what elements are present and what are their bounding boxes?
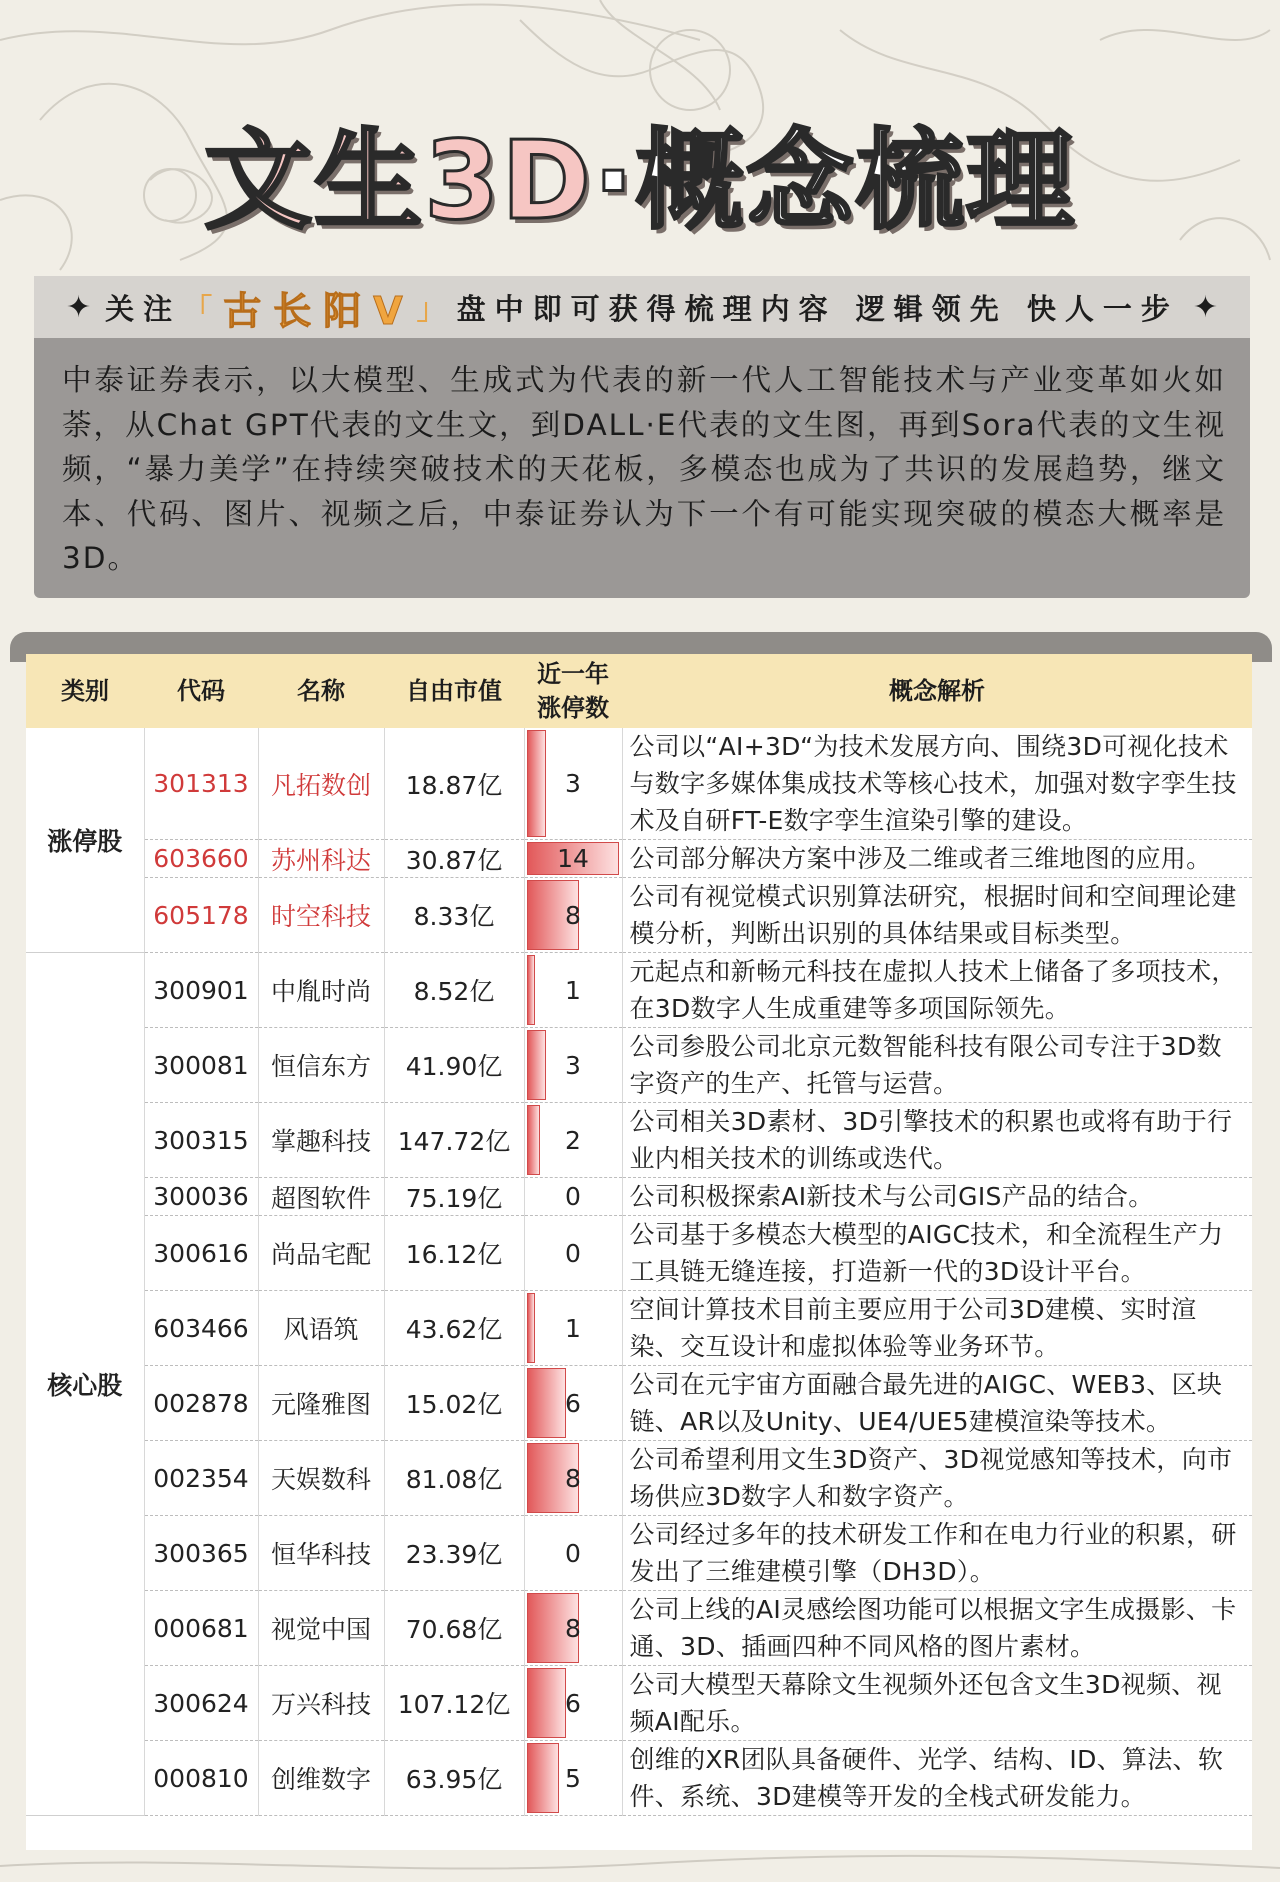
stock-code-cell: 300901: [144, 953, 258, 1028]
limit-up-count: 14: [557, 844, 589, 873]
limit-up-count: 2: [565, 1125, 581, 1155]
stock-code-cell: 301313: [144, 728, 258, 840]
concept-cell: 公司大模型天幕除文生视频外还包含文生3D视频、视频AI配乐。: [622, 1666, 1252, 1741]
limit-up-bar: [527, 730, 547, 837]
table-row: [26, 878, 1252, 953]
table-row: [26, 1666, 1252, 1741]
concept-cell: 公司上线的AI灵感绘图功能可以根据文字生成摄影、卡通、3D、插画四种不同风格的图片素材。: [622, 1591, 1252, 1666]
page-title: [0, 119, 1280, 244]
float-cap-cell: 18.87亿: [384, 728, 524, 840]
limit-up-cell: [524, 840, 622, 878]
stock-name-cell: 超图软件: [258, 1178, 384, 1216]
banner-suffix: 盘中即可获得梳理内容 逻辑领先 快人一步: [456, 291, 1179, 326]
title-main: ·概念梳理: [592, 119, 1076, 244]
stock-name-cell: 掌趣科技: [258, 1103, 384, 1178]
limit-up-bar: [527, 1743, 560, 1813]
header-concept: 概念解析: [622, 654, 1252, 728]
banner-prefix: 关注: [105, 291, 182, 326]
stock-name-cell: 尚品宅配: [258, 1216, 384, 1291]
limit-up-count: 6: [565, 1388, 581, 1418]
stock-name-cell: 恒信东方: [258, 1028, 384, 1103]
stock-code-cell: 300081: [144, 1028, 258, 1103]
concept-cell: 公司有视觉模式识别算法研究，根据时间和空间理论建模分析，判断出识别的具体结果或目标类型。: [622, 878, 1252, 953]
limit-up-cell: [524, 1103, 622, 1178]
float-cap-cell: 8.52亿: [384, 953, 524, 1028]
stock-name-cell: 创维数字: [258, 1741, 384, 1816]
sparkle-icon: ✦: [1192, 289, 1218, 325]
header-category: 类别: [26, 654, 144, 728]
stock-code-cell: 605178: [144, 878, 258, 953]
limit-up-bar: [527, 1105, 540, 1175]
stock-code-cell: 300624: [144, 1666, 258, 1741]
limit-up-count: 8: [565, 1463, 581, 1493]
concept-cell: 公司参股公司北京元数智能科技有限公司专注于3D数字资产的生产、托管与运营。: [622, 1028, 1252, 1103]
sparkle-icon: ✦: [66, 289, 92, 325]
header-name: 名称: [258, 654, 384, 728]
limit-up-cell: [524, 1178, 622, 1216]
limit-up-cell: [524, 1441, 622, 1516]
table-row: [26, 1103, 1252, 1178]
concept-cell: 公司在元宇宙方面融合最先进的AIGC、WEB3、区块链、AR以及Unity、UE4/UE5建模渲染等技术。: [622, 1366, 1252, 1441]
bracket-close: 」: [416, 291, 455, 326]
table-row: [26, 1216, 1252, 1291]
stock-table: [26, 654, 1252, 1816]
table-header-row: [26, 654, 1252, 728]
bracket-open: 「: [183, 291, 222, 326]
category-cell: 核心股: [26, 953, 144, 1816]
table-row: [26, 1441, 1252, 1516]
limit-up-count: 1: [565, 975, 581, 1005]
concept-cell: 公司相关3D素材、3D引擎技术的积累也或将有助于行业内相关技术的训练或迭代。: [622, 1103, 1252, 1178]
float-cap-cell: 107.12亿: [384, 1666, 524, 1741]
stock-name-cell: 中胤时尚: [258, 953, 384, 1028]
concept-cell: 公司希望利用文生3D资产、3D视觉感知等技术，向市场供应3D数字人和数字资产。: [622, 1441, 1252, 1516]
stock-code-cell: 300365: [144, 1516, 258, 1591]
limit-up-cell: [524, 878, 622, 953]
concept-cell: 空间计算技术目前主要应用于公司3D建模、实时渲染、交互设计和虚拟体验等业务环节。: [622, 1291, 1252, 1366]
stock-code-cell: 300616: [144, 1216, 258, 1291]
header-code: 代码: [144, 654, 258, 728]
float-cap-cell: 75.19亿: [384, 1178, 524, 1216]
concept-cell: 元起点和新畅元科技在虚拟人技术上储备了多项技术，在3D数字人生成重建等多项国际领先。: [622, 953, 1252, 1028]
float-cap-cell: 147.72亿: [384, 1103, 524, 1178]
title-highlight: 文生3D: [204, 119, 593, 244]
stock-code-cell: 300036: [144, 1178, 258, 1216]
stock-name-cell: 苏州科达: [258, 840, 384, 878]
float-cap-cell: 70.68亿: [384, 1591, 524, 1666]
concept-cell: 公司以“AI+3D“为技术发展方向、围绕3D可视化技术与数字多媒体集成技术等核心技术，加强对数字孪生技术及自研FT-E数字孪生渲染引擎的建设。: [622, 728, 1252, 840]
limit-up-cell: [524, 1216, 622, 1291]
limit-up-count: 0: [565, 1238, 581, 1268]
stock-name-cell: 元隆雅图: [258, 1366, 384, 1441]
table-row: [26, 1591, 1252, 1666]
limit-up-count: 3: [565, 1050, 581, 1080]
limit-up-count: 6: [565, 1688, 581, 1718]
limit-up-count: 5: [565, 1763, 581, 1793]
stock-name-cell: 凡拓数创: [258, 728, 384, 840]
limit-up-cell: [524, 953, 622, 1028]
stock-code-cell: 000681: [144, 1591, 258, 1666]
limit-up-count: 8: [565, 900, 581, 930]
limit-up-cell: [524, 1028, 622, 1103]
stock-code-cell: 603466: [144, 1291, 258, 1366]
float-cap-cell: 43.62亿: [384, 1291, 524, 1366]
float-cap-cell: 23.39亿: [384, 1516, 524, 1591]
float-cap-cell: 41.90亿: [384, 1028, 524, 1103]
stock-name-cell: 时空科技: [258, 878, 384, 953]
limit-up-cell: [524, 1516, 622, 1591]
float-cap-cell: 63.95亿: [384, 1741, 524, 1816]
stock-code-cell: 300315: [144, 1103, 258, 1178]
concept-cell: 公司部分解决方案中涉及二维或者三维地图的应用。: [622, 840, 1252, 878]
stock-table-card: [26, 654, 1252, 1850]
concept-cell: 创维的XR团队具备硬件、光学、结构、ID、算法、软件、系统、3D建模等开发的全栈式研发能力。: [622, 1741, 1252, 1816]
stock-code-cell: 603660: [144, 840, 258, 878]
table-row: [26, 1291, 1252, 1366]
concept-cell: 公司积极探索AI新技术与公司GIS产品的结合。: [622, 1178, 1252, 1216]
limit-up-bar: [527, 955, 535, 1025]
concept-cell: 公司基于多模态大模型的AIGC技术，和全流程生产力工具链无缝连接，打造新一代的3D设计平台。: [622, 1216, 1252, 1291]
stock-name-cell: 视觉中国: [258, 1591, 384, 1666]
limit-up-bar: [527, 1293, 535, 1363]
follow-banner: [34, 276, 1250, 338]
account-name: 古长阳V: [223, 288, 415, 333]
concept-cell: 公司经过多年的技术研发工作和在电力行业的积累，研发出了三维建模引擎（DH3D）。: [622, 1516, 1252, 1591]
footer-sketch: [0, 1850, 1280, 1882]
table-row: [26, 1366, 1252, 1441]
limit-up-cell: [524, 1291, 622, 1366]
limit-up-cell: [524, 1366, 622, 1441]
table-row: [26, 1028, 1252, 1103]
stock-name-cell: 风语筑: [258, 1291, 384, 1366]
float-cap-cell: 30.87亿: [384, 840, 524, 878]
limit-up-bar: [527, 1030, 547, 1100]
header-float-cap: 自由市值: [384, 654, 524, 728]
table-row: [26, 1516, 1252, 1591]
stock-name-cell: 万兴科技: [258, 1666, 384, 1741]
limit-up-bar: [527, 1668, 566, 1738]
table-row: [26, 728, 1252, 840]
float-cap-cell: 15.02亿: [384, 1366, 524, 1441]
category-cell: 涨停股: [26, 728, 144, 953]
limit-up-count: 0: [565, 1182, 581, 1211]
stock-name-cell: 恒华科技: [258, 1516, 384, 1591]
header-limit-up-line2: 涨停数: [537, 694, 609, 722]
limit-up-cell: [524, 1741, 622, 1816]
stock-name-cell: 天娱数科: [258, 1441, 384, 1516]
limit-up-count: 1: [565, 1313, 581, 1343]
stock-code-cell: 002878: [144, 1366, 258, 1441]
limit-up-bar: [527, 1368, 566, 1438]
float-cap-cell: 81.08亿: [384, 1441, 524, 1516]
stock-code-cell: 000810: [144, 1741, 258, 1816]
header-limit-up: [524, 654, 622, 728]
limit-up-cell: [524, 1591, 622, 1666]
float-cap-cell: 8.33亿: [384, 878, 524, 953]
limit-up-count: 3: [565, 769, 581, 798]
limit-up-cell: [524, 1666, 622, 1741]
table-row: [26, 953, 1252, 1028]
float-cap-cell: 16.12亿: [384, 1216, 524, 1291]
limit-up-count: 8: [565, 1613, 581, 1643]
table-row: [26, 1178, 1252, 1216]
limit-up-cell: [524, 728, 622, 840]
table-row: [26, 1741, 1252, 1816]
table-row: [26, 840, 1252, 878]
header-limit-up-line1: 近一年: [537, 660, 609, 688]
intro-paragraph: 中泰证券表示，以大模型、生成式为代表的新一代人工智能技术与产业变革如火如荼，从Chat GPT代表的文生文，到DALL·E代表的文生图，再到Sora代表的文生视频，“暴力美学”在持续突破技术的天花板，多模态也成为了共识的发展趋势，继文本、代码、图片、视频之后，中泰证券认为下一个有可能实现突破的模态大概率是3D。: [34, 338, 1250, 598]
stock-code-cell: 002354: [144, 1441, 258, 1516]
limit-up-count: 0: [565, 1538, 581, 1568]
